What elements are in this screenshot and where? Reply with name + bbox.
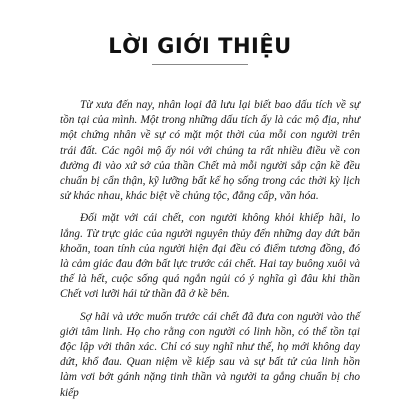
paragraph-2: Đối mặt với cái chết, con người không khỏi khiếp hãi, lo lắng. Từ trực giác của người nguyên thủy đến những day dứt băn khoăn, toan tính của người hiện đại đều có điểm tương đồng, đó là cảm giác đau đớn bất lực trước cái chết. Hai tay buông xuôi và thế là hết, cuộc sống quá ngắn ngủi có ý nghĩa gì đâu khi thần Chết vơi lưỡi hái tử thần đã ở kề bên. [60, 212, 360, 301]
title-underline [152, 64, 248, 65]
page-title: LỜI GIỚI THIỆU [108, 34, 292, 58]
paragraph-1: Từ xưa đến nay, nhân loại đã lưu lại biết bao dấu tích về sự tồn tại của mình. Một trong những dấu tích ấy là các mộ địa, như một chứng nhân về sự có mặt một thời của mỗi con người trên trái đất. Các ngôi mộ ấy nói với chúng ta rất nhiều điều về con đường đi vào xứ sở của thần Chết mà mỗi người sắp cận kề đều chuẩn bị cẩn thận, kỹ lưỡng bất kể họ sống trong các thời kỳ lịch sử khác nhau, khác biệt về chủng tộc, đẳng cấp, văn hóa. [60, 99, 360, 203]
paragraph-3: Sợ hãi và ước muốn trước cái chết đã đưa con người vào thế giới tâm linh. Họ cho rằng con người có linh hồn, có thể tồn tại độc lập với thân xác. Chỉ có suy nghĩ như thế, họ mới không day dứt, khổ đau. Quan niệm về kiếp sau và sự bất tử của linh hồn làm vơi bớt gánh nặng tinh thần và người ta gắng chuẩn bị cho kiếp [60, 310, 360, 399]
body-text [60, 98, 360, 408]
